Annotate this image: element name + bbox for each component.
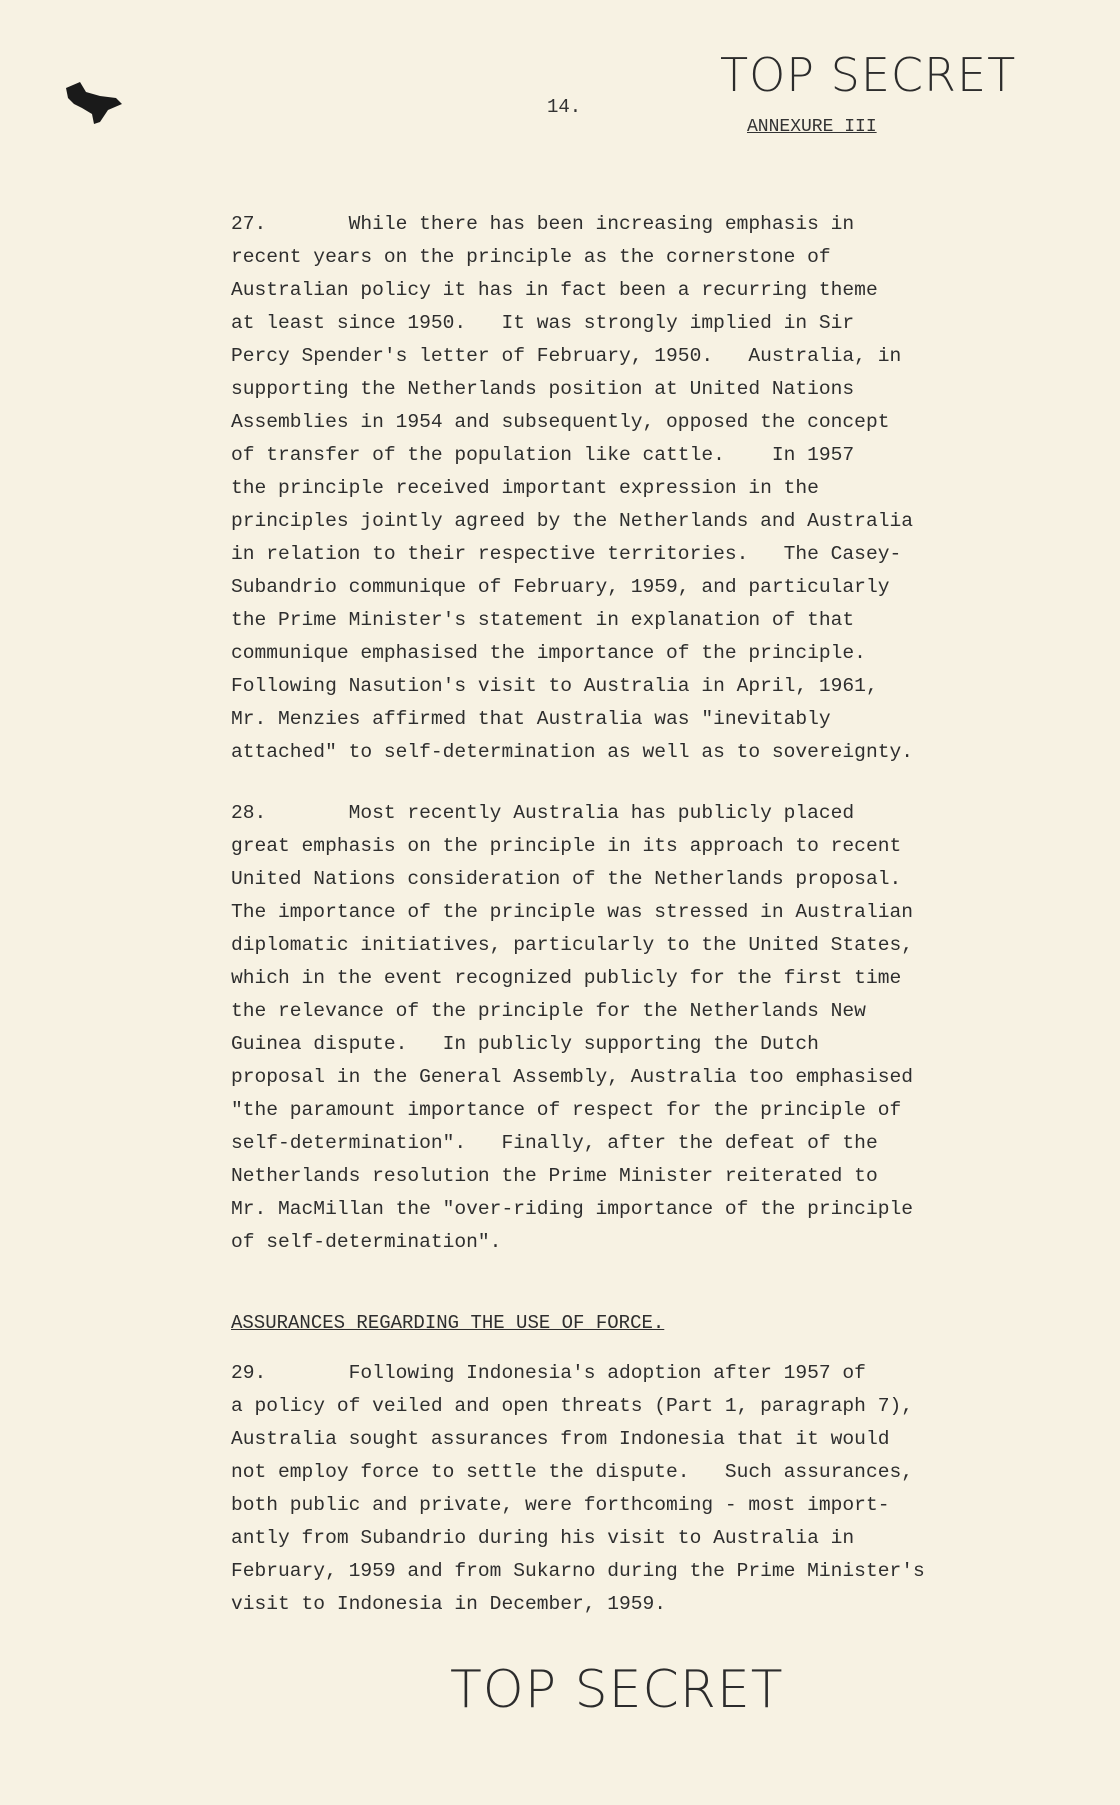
paragraph-line: attached" to self-determination as well as to sovereignty. xyxy=(231,741,913,763)
paragraph-line: Guinea dispute. In publicly supporting the Dutch xyxy=(231,1033,819,1055)
paragraph-line: Following Nasution's visit to Australia in April, 1961, xyxy=(231,675,878,697)
paragraph-line: 29. Following Indonesia's adoption after 1957 of xyxy=(231,1362,866,1384)
paragraph-line: proposal in the General Assembly, Australia too emphasised xyxy=(231,1066,913,1088)
paragraph-line: The importance of the principle was stressed in Australian xyxy=(231,901,913,923)
paragraph-line: self-determination". Finally, after the defeat of the xyxy=(231,1132,878,1154)
paragraph-line: in relation to their respective territories. The Casey- xyxy=(231,543,902,565)
paragraph-line: the relevance of the principle for the Netherlands New xyxy=(231,1000,866,1022)
paragraph-29 xyxy=(231,1357,1051,1621)
paragraph-line: visit to Indonesia in December, 1959. xyxy=(231,1593,667,1615)
paragraph-line: Mr. MacMillan the "over-riding importance of the principle xyxy=(231,1198,913,1220)
paragraph-line: of self-determination". xyxy=(231,1231,502,1253)
paragraph-line: Australian policy it has in fact been a recurring theme xyxy=(231,279,878,301)
paragraph-line: Subandrio communique of February, 1959, and particularly xyxy=(231,576,890,598)
paragraph-line: Mr. Menzies affirmed that Australia was "inevitably xyxy=(231,708,831,730)
paragraph-line: both public and private, were forthcoming - most import- xyxy=(231,1494,890,1516)
paragraph-line: Percy Spender's letter of February, 1950. Australia, in xyxy=(231,345,902,367)
paragraph-line: the principle received important expression in the xyxy=(231,477,819,499)
top-secret-stamp-header: TOP SECRET xyxy=(720,48,1017,102)
paragraph-line: 28. Most recently Australia has publicly placed xyxy=(231,802,855,824)
paragraph-line: the Prime Minister's statement in explanation of that xyxy=(231,609,855,631)
paragraph-line: antly from Subandrio during his visit to Australia in xyxy=(231,1527,855,1549)
paragraph-line: at least since 1950. It was strongly implied in Sir xyxy=(231,312,855,334)
paragraph-line: "the paramount importance of respect for the principle of xyxy=(231,1099,902,1121)
paragraph-line: which in the event recognized publicly for the first time xyxy=(231,967,902,989)
paragraph-line: United Nations consideration of the Netherlands proposal. xyxy=(231,868,902,890)
torn-corner-mark xyxy=(64,78,124,128)
paragraph-line: principles jointly agreed by the Netherlands and Australia xyxy=(231,510,913,532)
paragraph-line: not employ force to settle the dispute. Such assurances, xyxy=(231,1461,913,1483)
paragraph-line: Netherlands resolution the Prime Minister reiterated to xyxy=(231,1165,878,1187)
section-heading: ASSURANCES REGARDING THE USE OF FORCE. xyxy=(231,1312,665,1334)
top-secret-stamp-footer: TOP SECRET xyxy=(450,1660,784,1720)
paragraph-line: supporting the Netherlands position at United Nations xyxy=(231,378,855,400)
paragraph-line: of transfer of the population like cattle. In 1957 xyxy=(231,444,855,466)
paragraph-line: great emphasis on the principle in its approach to recent xyxy=(231,835,902,857)
paragraph-line: communique emphasised the importance of the principle. xyxy=(231,642,866,664)
paragraph-line: Australia sought assurances from Indonesia that it would xyxy=(231,1428,890,1450)
paragraph-27 xyxy=(231,208,1051,769)
paragraph-line: a policy of veiled and open threats (Part 1, paragraph 7), xyxy=(231,1395,913,1417)
paragraph-line: 27. While there has been increasing emphasis in xyxy=(231,213,855,235)
paragraph-line: Assemblies in 1954 and subsequently, opposed the concept xyxy=(231,411,890,433)
annexure-label: ANNEXURE III xyxy=(747,117,877,137)
paragraph-line: diplomatic initiatives, particularly to the United States, xyxy=(231,934,913,956)
page-number: 14. xyxy=(547,96,582,118)
paragraph-line: recent years on the principle as the cornerstone of xyxy=(231,246,831,268)
paragraph-28 xyxy=(231,797,1051,1259)
paragraph-line: February, 1959 and from Sukarno during the Prime Minister's xyxy=(231,1560,925,1582)
